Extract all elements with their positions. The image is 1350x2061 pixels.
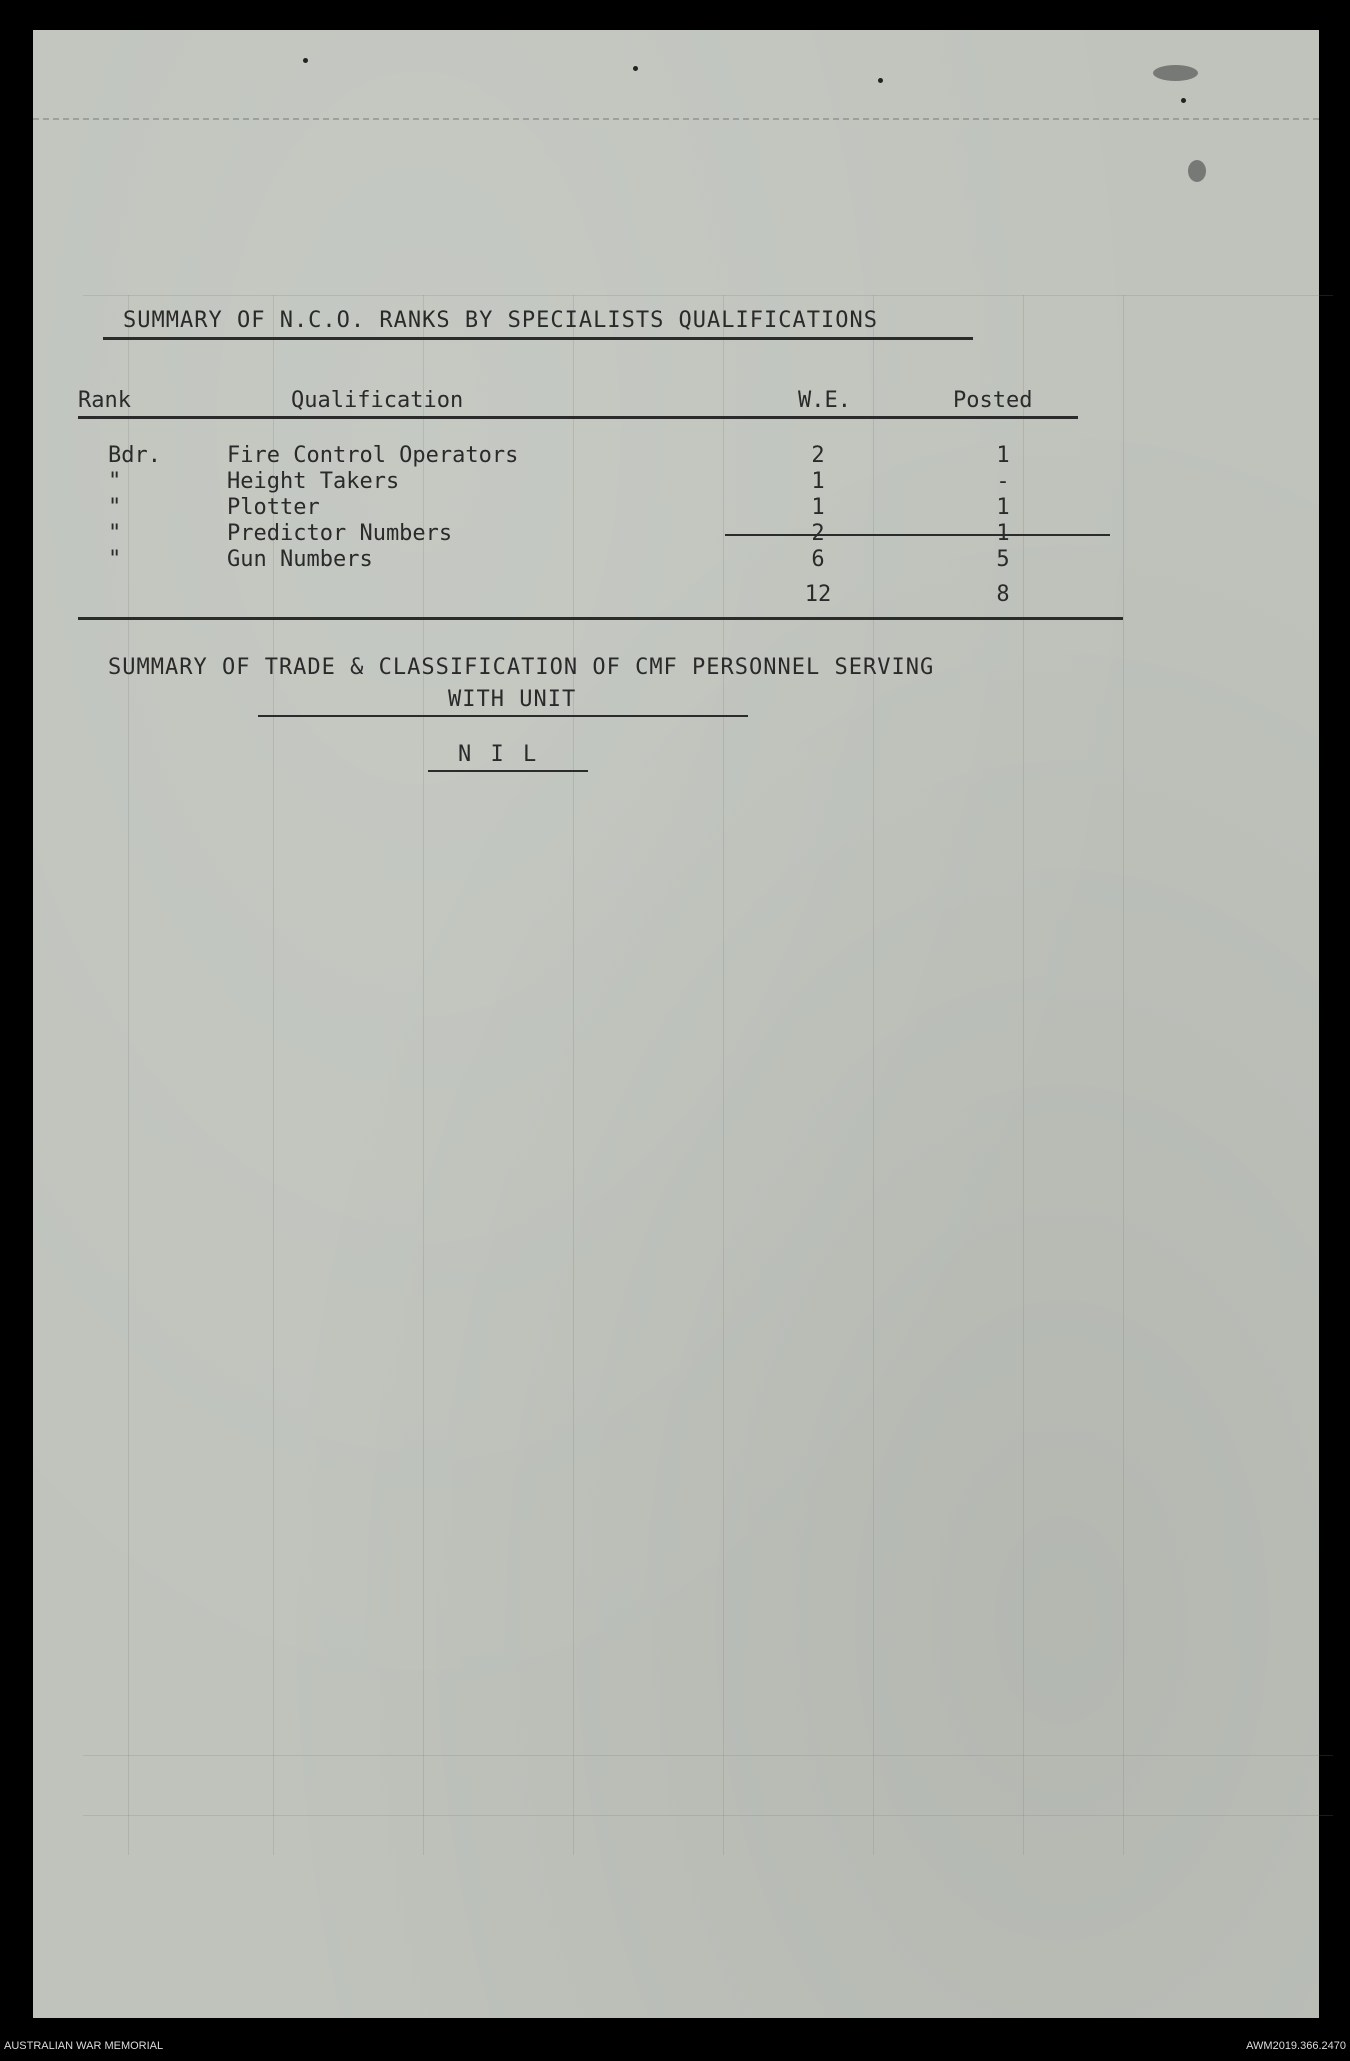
qualification-cell: Fire Control Operators: [227, 443, 519, 468]
we-cell: 6: [811, 547, 825, 572]
trade-summary-title-line2: WITH UNIT: [448, 687, 577, 712]
header-underline: [78, 416, 1078, 419]
trade-summary-title-line1: SUMMARY OF TRADE & CLASSIFICATION OF CMF PERSONNEL SERVING: [108, 655, 935, 680]
damage-mark: [1188, 160, 1206, 182]
rank-cell: ": [108, 469, 122, 494]
header-posted: Posted: [953, 388, 1033, 413]
we-cell: 2: [811, 443, 825, 468]
footer-credit: AUSTRALIAN WAR MEMORIAL: [4, 2040, 164, 2052]
nil-underline: [428, 770, 588, 772]
title-underline: [103, 337, 973, 340]
pin-hole: [633, 66, 638, 71]
subtotal-rule: [725, 534, 1110, 536]
table-bottom-rule: [78, 617, 1123, 620]
qualification-cell: Height Takers: [227, 469, 400, 494]
we-cell: 1: [811, 469, 825, 494]
rank-cell: Bdr.: [108, 443, 161, 468]
posted-cell: 1: [996, 443, 1010, 468]
trade-summary-value: N I L: [458, 742, 540, 767]
damage-mark: [1153, 65, 1198, 81]
posted-cell: -: [996, 469, 1010, 494]
rank-cell: ": [108, 521, 122, 546]
posted-cell: 1: [996, 521, 1010, 546]
posted-cell: 1: [996, 495, 1010, 520]
rank-cell: ": [108, 495, 122, 520]
pin-hole: [303, 58, 308, 63]
header-rank: Rank: [78, 388, 131, 413]
qualification-cell: Predictor Numbers: [227, 521, 453, 546]
header-qualification: Qualification: [291, 388, 464, 413]
nco-summary-title: SUMMARY OF N.C.O. RANKS BY SPECIALISTS QUALIFICATIONS: [123, 308, 878, 333]
total-we: 12: [804, 582, 832, 607]
qualification-cell: Gun Numbers: [227, 547, 373, 572]
footer-accession: AWM2019.366.2470: [1246, 2040, 1346, 2052]
document-page: [33, 30, 1319, 2018]
pin-hole: [1181, 98, 1186, 103]
posted-cell: 5: [996, 547, 1010, 572]
pin-hole: [878, 78, 883, 83]
we-cell: 1: [811, 495, 825, 520]
total-posted: 8: [996, 582, 1010, 607]
header-we: W.E.: [798, 388, 851, 413]
rank-cell: ": [108, 547, 122, 572]
trade-title-underline: [258, 715, 748, 717]
qualification-cell: Plotter: [227, 495, 320, 520]
we-cell: 2: [811, 521, 825, 546]
